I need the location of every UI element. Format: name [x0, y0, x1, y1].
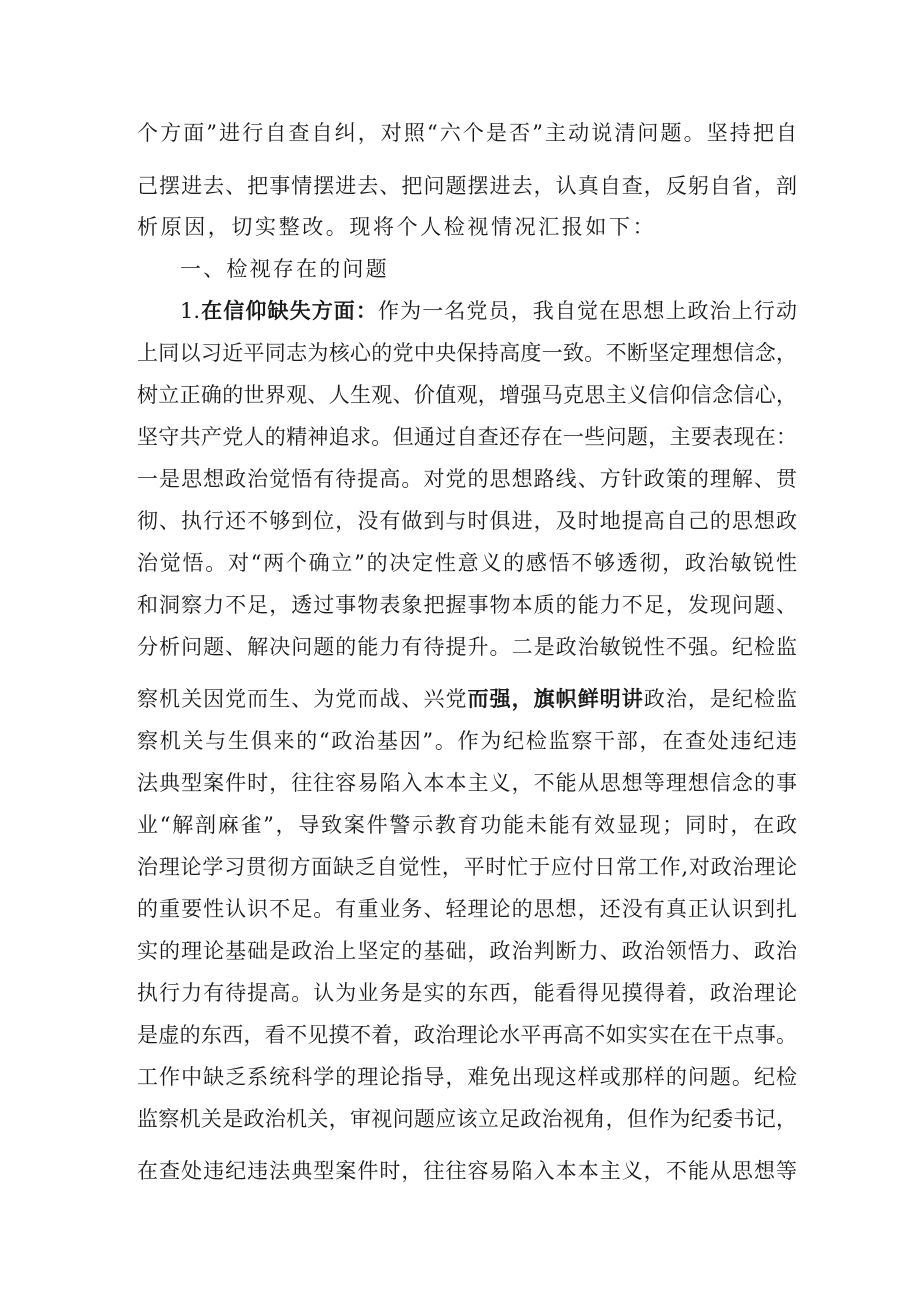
text-line: 治觉悟。对“两个确立”的决定性意义的感悟不够透彻，政治敏锐性 — [137, 551, 797, 575]
text-line: 执行力有待提高。认为业务是实的东西，能看得见摸得着，政治理论 — [137, 981, 797, 1005]
mixed-bold-line — [137, 686, 797, 712]
text-line: 上同以习近平同志为核心的党中央保持高度一致。不断坚定理想信念， — [137, 341, 797, 365]
text-line: 是虚的东西，看不见摸不着，政治理论水平再高不如实实在在干点事。 — [137, 1023, 797, 1047]
text-line: 察机关与生俱来的“政治基因”。作为纪检监察干部，在查处违纪违 — [137, 729, 797, 753]
text-line: 法典型案件时，往往容易陷入本本主义，不能从思想等理想信念的事 — [137, 771, 797, 795]
text-line: 和洞察力不足，透过事物表象把握事物本质的能力不足，发现问题、 — [137, 593, 797, 617]
text-line: 治理论学习贯彻方面缺乏自觉性，平时忙于应付日常工作,对政治理论 — [137, 855, 797, 879]
text-line: 业“解剖麻雀”，导致案件警示教育功能未能有效显现；同时，在政 — [137, 813, 797, 837]
bold-segment: 而强，旗帜鲜明讲 — [467, 686, 644, 711]
section-heading: 一、检视存在的问题 — [180, 257, 389, 281]
text-line: 个方面”进行自查自纠，对照“六个是否”主动说清问题。坚持把自 — [137, 121, 797, 145]
text-line: 彻、执行还不够到位，没有做到与时俱进，及时地提高自己的思想政 — [137, 509, 797, 533]
item-bold-label: 在信仰缺失方面： — [200, 298, 379, 323]
item-text: 作为一名党员，我自觉在思想上政治上行动 — [378, 299, 797, 323]
text-line: 坚守共产党人的精神追求。但通过自查还存在一些问题，主要表现在： — [137, 425, 797, 449]
text-line: 实的理论基础是政治上坚定的基础，政治判断力、政治领悟力、政治 — [137, 939, 797, 963]
text-line: 分析问题、解决问题的能力有待提升。二是政治敏锐性不强。纪检监 — [137, 635, 797, 659]
text-line: 析原因，切实整改。现将个人检视情况汇报如下： — [137, 215, 657, 239]
text-segment: 察机关因党而生、为党而战、兴党 — [137, 687, 468, 711]
item-1-first-line — [180, 298, 797, 324]
text-line: 监察机关是政治机关，审视问题应该立足政治视角，但作为纪委书记， — [137, 1107, 797, 1131]
text-line: 工作中缺乏系统科学的理论指导，难免出现这样或那样的问题。纪检 — [137, 1065, 797, 1089]
text-line: 一是思想政治觉悟有待提高。对党的思想路线、方针政策的理解、贯 — [137, 467, 797, 491]
text-segment: 政治，是纪检监 — [643, 687, 798, 711]
text-line: 树立正确的世界观、人生观、价值观，增强马克思主义信仰信念信心， — [137, 383, 797, 407]
text-line: 己摆进去、把事情摆进去、把问题摆进去，认真自查，反躬自省，剖 — [137, 174, 797, 198]
text-line: 的重要性认识不足。有重业务、轻理论的思想，还没有真正认识到扎 — [137, 897, 797, 921]
item-number: 1. — [180, 299, 201, 323]
text-line: 在查处违纪违法典型案件时，往往容易陷入本本主义，不能从思想等 — [137, 1159, 797, 1183]
